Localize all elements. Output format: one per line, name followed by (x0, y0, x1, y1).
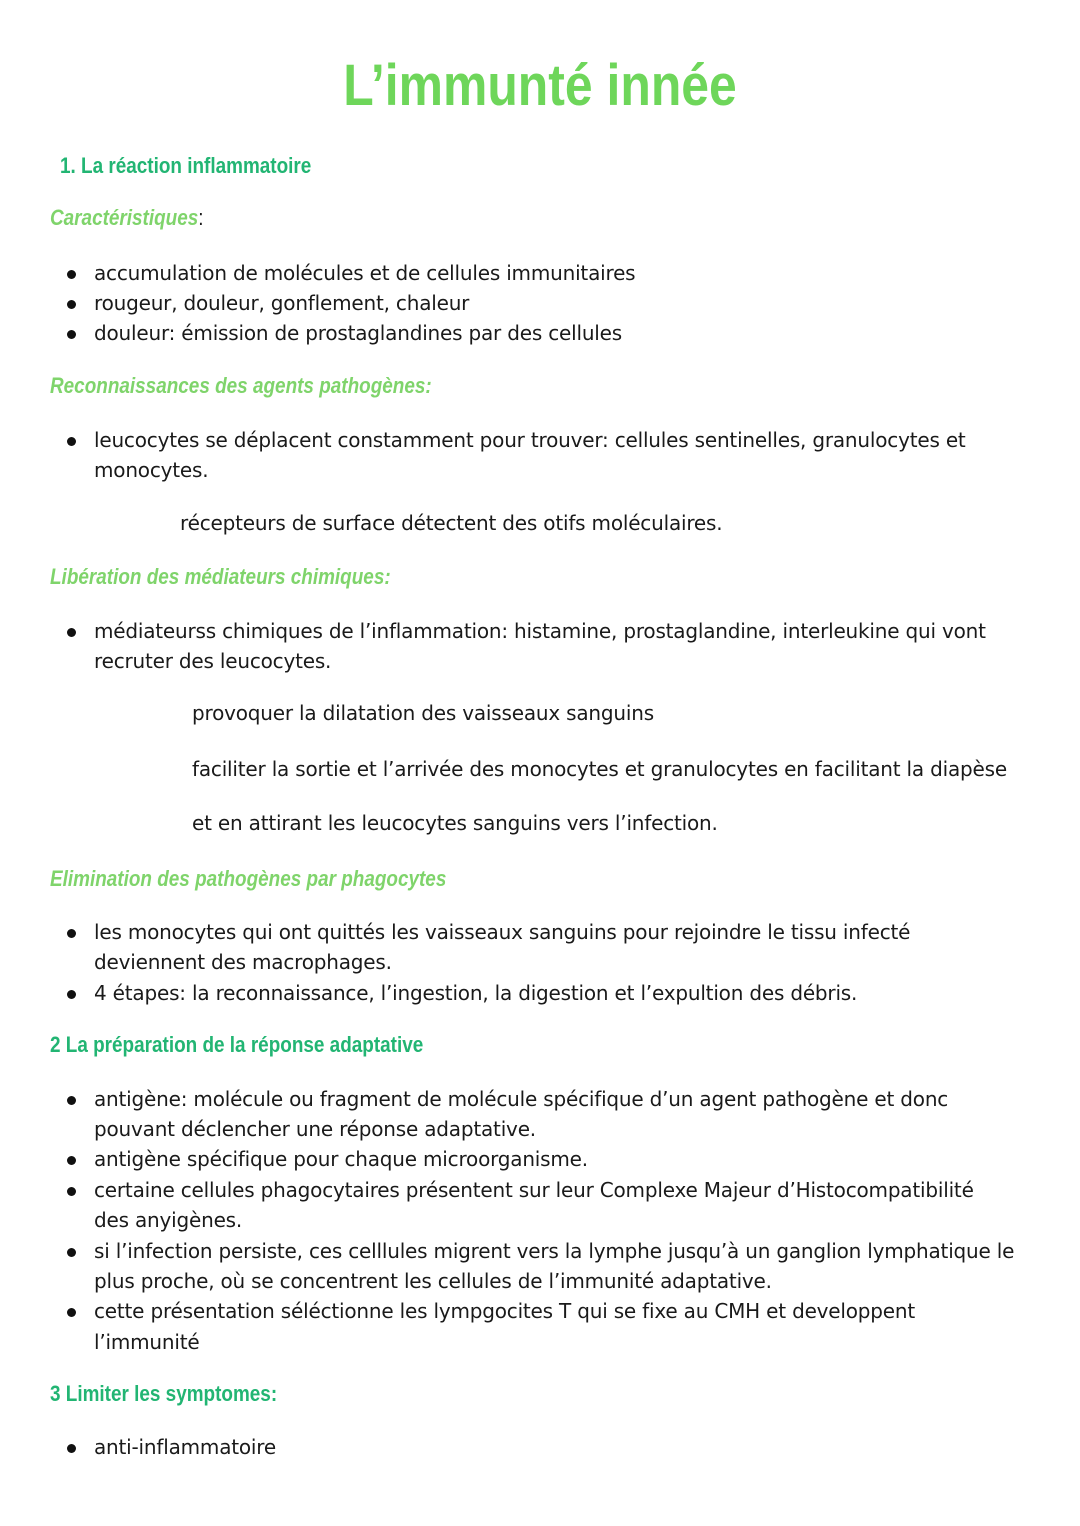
liberation-heading: Libération des médiateurs chimiques: (50, 564, 391, 589)
list-item: les monocytes qui ont quittés les vaisseaux sanguins pour rejoindre le tissu infecté (94, 920, 911, 944)
bullet-icon (67, 1248, 76, 1257)
list-item: médiateurss chimiques de l’inflammation: histamine, prostaglandine, interleukine qui vont (94, 619, 986, 643)
elimination-heading: Elimination des pathogènes par phagocytes (50, 866, 447, 891)
bullet-icon (67, 330, 76, 339)
bullet-icon (67, 437, 76, 446)
list-item: antigène: molécule ou fragment de molécule spécifique d’un agent pathogène et donc (94, 1087, 949, 1111)
list-item-continuation: deviennent des macrophages. (94, 950, 392, 974)
indented-note: et en attirant les leucocytes sanguins vers l’infection. (192, 811, 718, 835)
indented-note: provoquer la dilatation des vaisseaux sanguins (192, 701, 654, 725)
list-item: 4 étapes: la reconnaissance, l’ingestion, la digestion et l’expultion des débris. (94, 981, 858, 1005)
bullet-icon (67, 270, 76, 279)
bullet-icon (67, 1187, 76, 1196)
list-item-continuation: l’immunité (94, 1330, 200, 1354)
bullet-icon (67, 1156, 76, 1165)
characteristics-heading-text: Caractéristiques (50, 205, 199, 230)
list-item-continuation: des anyigènes. (94, 1208, 243, 1232)
section-2-heading: 2 La préparation de la réponse adaptative (50, 1032, 424, 1057)
list-item: leucocytes se déplacent constamment pour trouver: cellules sentinelles, granulocytes et (94, 428, 966, 452)
list-item: anti-inflammatoire (94, 1435, 276, 1459)
indented-note: faciliter la sortie et l’arrivée des monocytes et granulocytes en facilitant la diapèse (192, 757, 1007, 781)
bullet-icon (67, 628, 76, 637)
bullet-icon (67, 1444, 76, 1453)
characteristics-heading (50, 205, 204, 231)
indented-note: récepteurs de surface détectent des otifs moléculaires. (180, 511, 723, 535)
list-item: douleur: émission de prostaglandines par des cellules (94, 321, 622, 345)
list-item: certaine cellules phagocytaires présentent sur leur Complexe Majeur d’Histocompatibilité (94, 1178, 974, 1202)
section-1-heading: 1. La réaction inflammatoire (60, 153, 312, 178)
section-3-heading: 3 Limiter les symptomes: (50, 1381, 278, 1406)
list-item: accumulation de molécules et de cellules immunitaires (94, 261, 636, 285)
recognition-heading: Reconnaissances des agents pathogènes: (50, 373, 432, 398)
list-item-continuation: monocytes. (94, 458, 209, 482)
list-item-continuation: plus proche, où se concentrent les cellules de l’immunité adaptative. (94, 1269, 772, 1293)
list-item: antigène spécifique pour chaque microorganisme. (94, 1147, 588, 1171)
bullet-icon (67, 929, 76, 938)
list-item-continuation: recruter des leucocytes. (94, 649, 332, 673)
list-item: cette présentation séléctionne les lympgocites T qui se fixe au CMH et developpent (94, 1299, 916, 1323)
characteristics-colon: : (198, 205, 204, 230)
bullet-icon (67, 1308, 76, 1317)
bullet-icon (67, 1096, 76, 1105)
list-item-continuation: pouvant déclencher une réponse adaptative. (94, 1117, 536, 1141)
bullet-icon (67, 300, 76, 309)
page-title: L’immunté innée (343, 53, 737, 118)
list-item: si l’infection persiste, ces celllules migrent vers la lymphe jusqu’à un ganglion lymphatique le (94, 1239, 1015, 1263)
list-item: rougeur, douleur, gonflement, chaleur (94, 291, 470, 315)
bullet-icon (67, 990, 76, 999)
